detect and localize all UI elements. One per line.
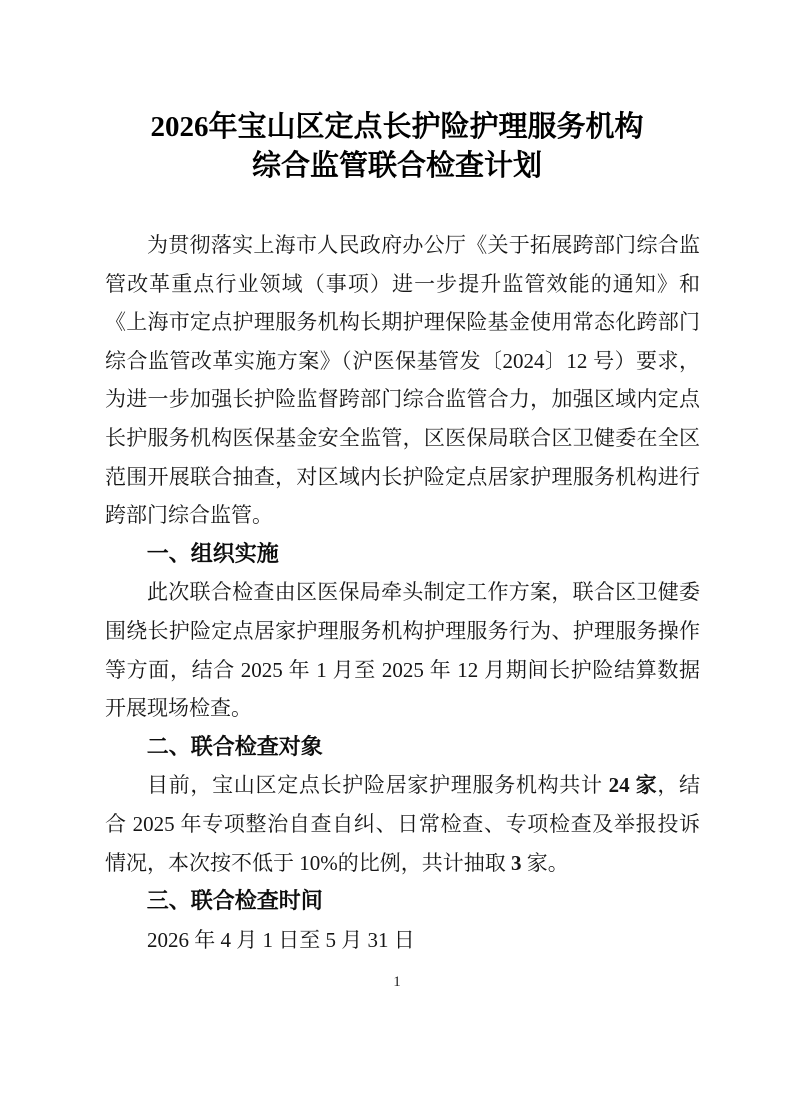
title-line-2: 综合监管联合检查计划 (251, 150, 542, 182)
section-2-body-segment: ，结合 2025 年专项整治自查自纠、日常检查、专项检查及举报投诉情况，本次按不低于 10%的比例，共计抽取 (105, 773, 701, 875)
section-2-body-segment: 目前，宝山区定点长护险居家护理服务机构共计 (147, 773, 609, 798)
section-2-body-bold-sample: 3 (511, 850, 522, 875)
section-2-body-segment: 家。 (521, 850, 569, 875)
page-number: 1 (393, 974, 401, 990)
section-2-body-bold-count: 24 家 (608, 773, 658, 798)
section-2-body (105, 766, 700, 882)
section-1-body: 此次联合检查由区医保局牵头制定工作方案，联合区卫健委围绕长护险定点居家护理服务机构护理服务行为、护理服务操作等方面，结合 2025 年 1 月至 2025 年 12 月期间长护险结算数据开展现场检查。 (105, 580, 700, 721)
intro-paragraph: 为贯彻落实上海市人民政府办公厅《关于拓展跨部门综合监管改革重点行业领域（事项）进一步提升监管效能的通知》和《上海市定点护理服务机构长期护理保险基金使用常态化跨部门综合监管改革实施方案》（沪医保基管发〔2024〕12 号）要求，为进一步加强长护险监督跨部门综合监管合力，加强区域内定点长护服务机构医保基金安全监管，区医保局联合区卫健委在全区范围开展联合抽查，对区域内长护险定点居家护理服务机构进行跨部门综合监管。 (105, 233, 700, 528)
section-3-body: 2026 年 4 月 1 日至 5 月 31 日 (147, 927, 415, 952)
section-1-heading: 一、组织实施 (146, 540, 279, 566)
title-line-1: 2026年宝山区定点长护险护理服务机构 (150, 111, 644, 143)
document-title (0, 108, 794, 186)
section-3-heading: 三、联合检查时间 (146, 888, 323, 914)
section-2-heading: 二、联合检查对象 (146, 733, 323, 759)
document-body (105, 226, 700, 959)
